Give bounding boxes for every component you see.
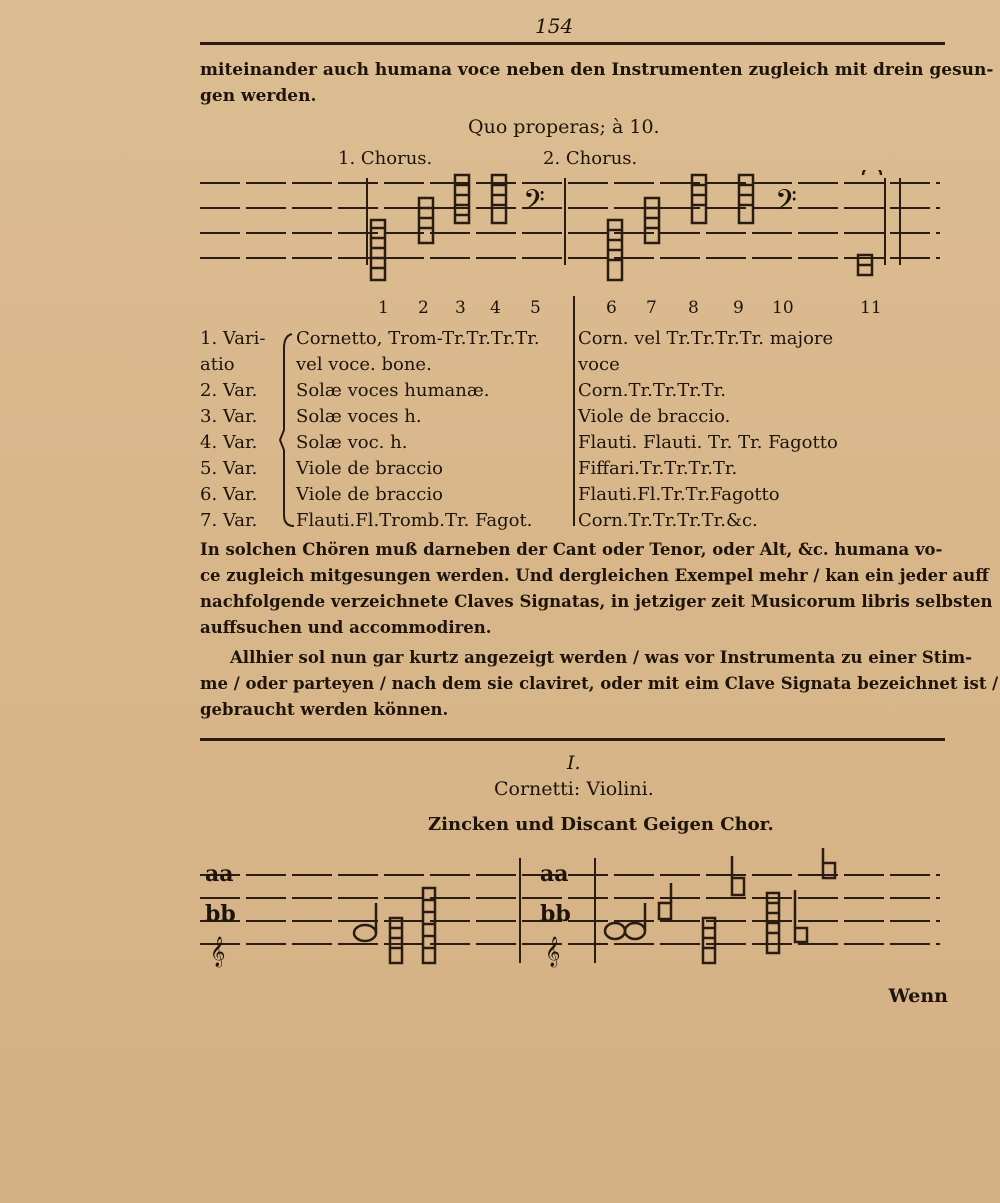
variations-brace xyxy=(278,330,296,530)
variation-label: 2. Var. xyxy=(200,380,258,401)
svg-text:𝄞: 𝄞 xyxy=(210,937,226,967)
staff-number-2: 2 xyxy=(418,298,429,318)
section-subtitle: Zincken und Discant Geigen Chor. xyxy=(428,814,774,835)
variation-label: 6. Var. xyxy=(200,484,258,505)
chorus-label-1: 1. Chorus. xyxy=(338,148,433,169)
svg-text:aa: aa xyxy=(540,861,569,887)
paragraph-1-line-1: In solchen Chören muß darneben der Cant oder Tenor, oder Alt, &c. humana vo- xyxy=(200,540,943,559)
svg-text:aa: aa xyxy=(205,861,234,887)
paragraph-1-line-2: ce zugleich mitgesungen werden. Und dergleichen Exempel mehr / kan ein jeder auff xyxy=(200,566,989,585)
staff-number-10: 10 xyxy=(772,298,794,318)
music-staff-system-2 xyxy=(195,848,955,978)
staff-number-1: 1 xyxy=(378,298,389,318)
section-number: I. xyxy=(567,752,581,774)
svg-text:𝄞: 𝄞 xyxy=(545,937,561,967)
section-title: Cornetti: Violini. xyxy=(494,778,654,800)
numbers-divider xyxy=(573,296,575,526)
variation-right-text: Corn.Tr.Tr.Tr.Tr.&c. xyxy=(578,510,758,531)
variation-right-text: Viole de braccio. xyxy=(578,406,731,427)
paragraph-2-line-2: me / oder parteyen / nach dem sie claviret, oder mit eim Clave Signata bezeichnet ist / xyxy=(200,674,999,693)
svg-text:bb: bb xyxy=(540,901,571,927)
variation-right-text: Corn.Tr.Tr.Tr.Tr. xyxy=(578,380,726,401)
variation-left-text: Solæ voces humanæ. xyxy=(296,380,490,401)
staff-number-4: 4 xyxy=(490,298,501,318)
staff-number-9: 9 xyxy=(733,298,744,318)
variation-left-text: Flauti.Fl.Tromb.Tr. Fagot. xyxy=(296,510,533,531)
paragraph-1-line-3: nachfolgende verzeichnete Claves Signatas, in jetziger zeit Musicorum libris selbsten xyxy=(200,592,993,611)
staff-number-7: 7 xyxy=(646,298,657,318)
section-rule xyxy=(200,738,945,741)
variation-left-text: Solæ voces h. xyxy=(296,406,422,427)
variation-right-text: Corn. vel Tr.Tr.Tr.Tr. majore xyxy=(578,328,834,349)
variation-left-text: vel voce. bone. xyxy=(296,354,432,375)
music-staff-system-1 xyxy=(195,170,955,285)
variation-label: 1. Vari- xyxy=(200,328,266,349)
variation-left-text: Viole de braccio xyxy=(296,484,443,505)
variation-right-text: Fiffari.Tr.Tr.Tr.Tr. xyxy=(578,458,738,479)
chorus-label-2: 2. Chorus. xyxy=(543,148,638,169)
example-title: Quo properas; à 10. xyxy=(468,116,660,138)
paragraph-2-line-3: gebraucht werden können. xyxy=(200,700,449,719)
variation-label: 7. Var. xyxy=(200,510,258,531)
variation-right-text: Flauti. Flauti. Tr. Tr. Fagotto xyxy=(578,432,838,453)
staff-number-11: 11 xyxy=(860,298,882,318)
variation-left-text: Solæ voc. h. xyxy=(296,432,408,453)
catchword: Wenn xyxy=(888,985,948,1007)
intro-line-1: miteinander auch humana voce neben den Instrumenten zugleich mit drein gesun- xyxy=(200,60,994,80)
variation-label: atio xyxy=(200,354,235,375)
variation-label: 5. Var. xyxy=(200,458,258,479)
variation-right-text: Flauti.Fl.Tr.Tr.Fagotto xyxy=(578,484,780,505)
svg-text:bb: bb xyxy=(205,901,236,927)
svg-text:𝄢: 𝄢 xyxy=(775,184,797,224)
variation-left-text: Viole de braccio xyxy=(296,458,443,479)
staff-number-6: 6 xyxy=(606,298,617,318)
variation-label: 3. Var. xyxy=(200,406,258,427)
staff-number-3: 3 xyxy=(455,298,466,318)
variation-right-text: voce xyxy=(578,354,620,375)
staff-number-5: 5 xyxy=(530,298,541,318)
paragraph-2-line-1: Allhier sol nun gar kurtz angezeigt werden / was vor Instrumenta zu einer Stim- xyxy=(230,648,973,667)
paragraph-1-line-4: auffsuchen und accommodiren. xyxy=(200,618,492,637)
variation-label: 4. Var. xyxy=(200,432,258,453)
page-number: 154 xyxy=(535,14,574,38)
svg-text:𝄢: 𝄢 xyxy=(523,184,545,224)
variation-left-text: Cornetto, Trom-Tr.Tr.Tr.Tr. xyxy=(296,328,540,349)
intro-line-2: gen werden. xyxy=(200,86,317,106)
header-rule xyxy=(200,42,945,45)
staff-number-8: 8 xyxy=(688,298,699,318)
